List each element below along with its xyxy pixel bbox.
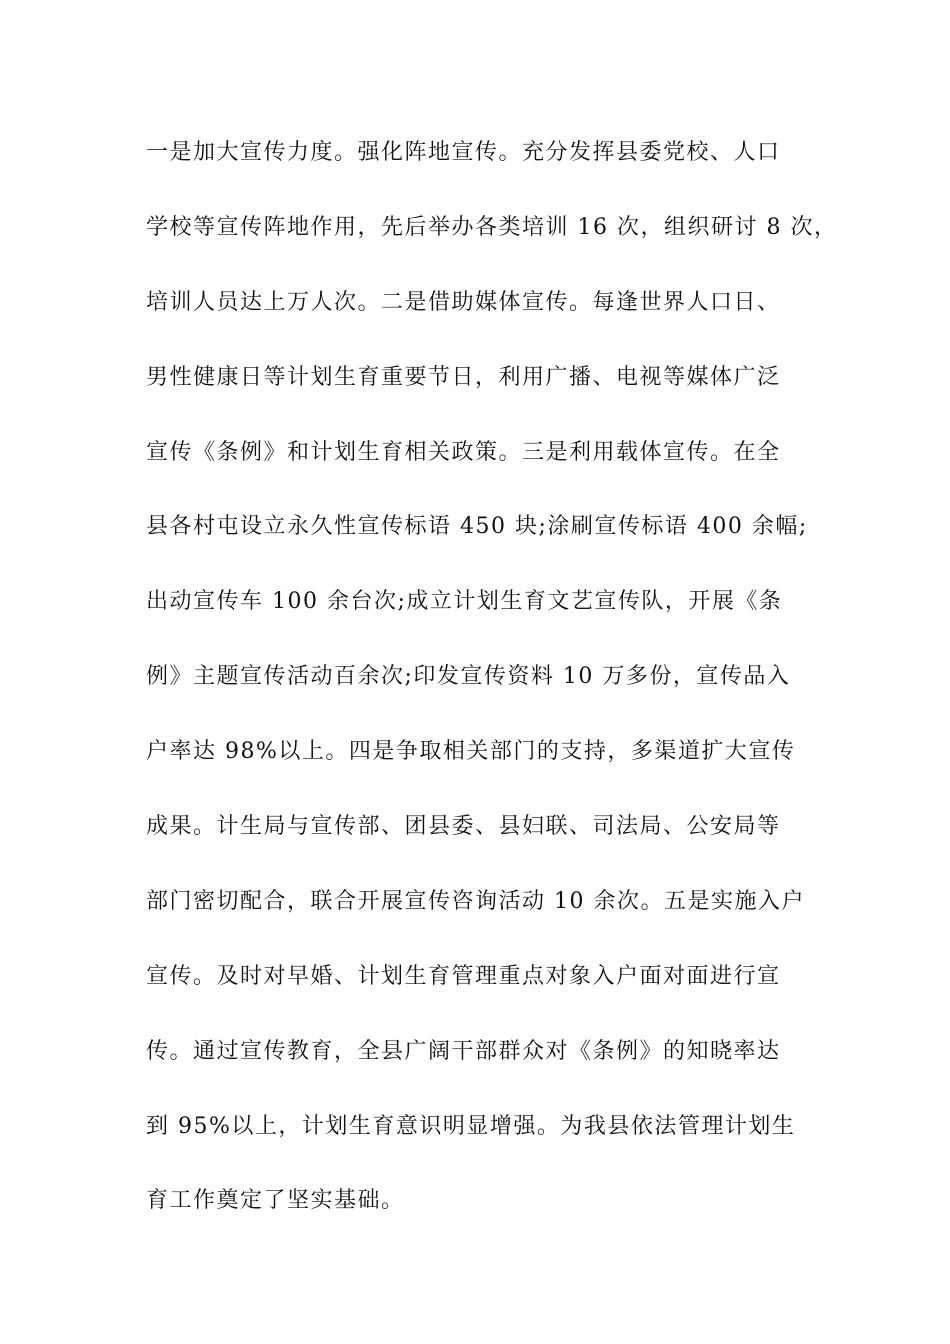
text-line: 育工作奠定了坚实基础。 [146, 1188, 405, 1214]
body-paragraph [146, 133, 838, 1256]
text-line: 县各村屯设立永久性宣传标语 450 块;涂刷宣传标语 400 余幅; [146, 514, 808, 540]
text-line: 一是加大宣传力度。强化阵地宣传。充分发挥县委党校、人口 [146, 140, 781, 165]
text-line: 成果。计生局与宣传部、团县委、县妇联、司法局、公安局等 [146, 814, 781, 840]
text-line: 男性健康日等计划生育重要节日，利用广播、电视等媒体广泛 [146, 364, 781, 390]
text-line: 学校等宣传阵地作用，先后举办各类培训 16 次，组织研讨 8 次， [146, 214, 838, 240]
text-line: 户率达 98%以上。四是争取相关部门的支持，多渠道扩大宣传 [146, 739, 796, 765]
text-line: 例》主题宣传活动百余次;印发宣传资料 10 万多份，宣传品入 [146, 664, 791, 690]
text-line: 宣传。及时对早婚、计划生育管理重点对象入户面对面进行宣 [146, 963, 781, 989]
text-line: 培训人员达上万人次。二是借助媒体宣传。每逢世界人口日、 [146, 289, 781, 315]
text-line: 到 95%以上，计划生育意识明显增强。为我县依法管理计划生 [146, 1113, 796, 1139]
text-line: 宣传《条例》和计划生育相关政策。三是利用载体宣传。在全 [146, 439, 781, 465]
text-line: 传。通过宣传教育，全县广阔干部群众对《条例》的知晓率达 [146, 1038, 781, 1064]
text-line: 部门密切配合，联合开展宣传咨询活动 10 余次。五是实施入户 [146, 888, 805, 914]
text-line: 出动宣传车 100 余台次;成立计划生育文艺宣传队，开展《条 [146, 589, 783, 615]
